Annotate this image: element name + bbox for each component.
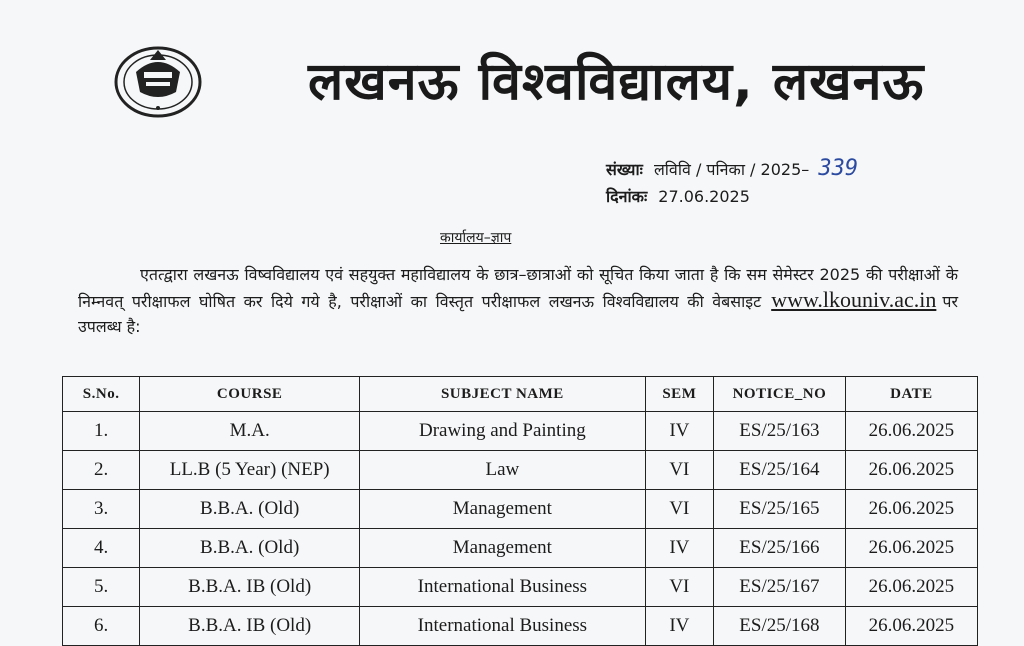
cell-date: 26.06.2025 xyxy=(845,568,977,607)
reference-number-label: संख्याः xyxy=(606,160,643,179)
cell-subject: International Business xyxy=(360,568,646,607)
cell-sem: IV xyxy=(645,529,713,568)
header-sem: SEM xyxy=(645,377,713,412)
header-date: DATE xyxy=(845,377,977,412)
cell-sem: VI xyxy=(645,490,713,529)
header-course: COURSE xyxy=(140,377,360,412)
university-title: लखनऊ विश्वविद्यालय, लखनऊ xyxy=(308,52,925,112)
website-link[interactable]: www.lkouniv.ac.in xyxy=(771,287,937,312)
cell-subject: Drawing and Painting xyxy=(360,412,646,451)
cell-sem: VI xyxy=(645,451,713,490)
cell-course: B.B.A. IB (Old) xyxy=(140,568,360,607)
table-row xyxy=(63,568,978,607)
header-subject: SUBJECT NAME xyxy=(360,377,646,412)
cell-course: B.B.A. IB (Old) xyxy=(140,607,360,646)
table-row xyxy=(63,451,978,490)
header-sno: S.No. xyxy=(63,377,140,412)
notice-text: एतत्द्वारा लखनऊ विष्वविद्यालय एवं सहयुक्त महाविद्यालय के छात्र–छात्राओं को सूचित किया जाता है कि सम सेमेस्टर 2025 की परीक्षाओं के निम्नवत् परीक्षाफल घोषित कर दिये गये है, परीक्षाओं का विस्तृत परीक्षाफल लखनऊ विश्वविद्यालय की वेबसाइट xyxy=(78,265,958,311)
cell-sno: 5. xyxy=(63,568,140,607)
cell-course: M.A. xyxy=(140,412,360,451)
table-row xyxy=(63,607,978,646)
header-notice-no: NOTICE_NO xyxy=(714,377,846,412)
cell-date: 26.06.2025 xyxy=(845,490,977,529)
results-table xyxy=(62,376,978,646)
cell-date: 26.06.2025 xyxy=(845,607,977,646)
cell-subject: Law xyxy=(360,451,646,490)
cell-notice-no: ES/25/167 xyxy=(714,568,846,607)
cell-subject: International Business xyxy=(360,607,646,646)
reference-date-value: 27.06.2025 xyxy=(658,187,750,206)
cell-course: B.B.A. (Old) xyxy=(140,490,360,529)
cell-sno: 4. xyxy=(63,529,140,568)
reference-block xyxy=(606,155,858,210)
reference-number-value: लविवि / पनिका / 2025– xyxy=(653,160,810,179)
cell-sem: VI xyxy=(645,568,713,607)
cell-date: 26.06.2025 xyxy=(845,412,977,451)
cell-sem: IV xyxy=(645,412,713,451)
cell-date: 26.06.2025 xyxy=(845,529,977,568)
notice-paragraph xyxy=(78,262,958,339)
table-row xyxy=(63,529,978,568)
office-memo-heading: कार्यालय–ज्ञाप xyxy=(440,230,512,246)
cell-sno: 3. xyxy=(63,490,140,529)
cell-subject: Management xyxy=(360,529,646,568)
cell-sno: 2. xyxy=(63,451,140,490)
reference-number-row xyxy=(606,155,858,183)
table-header-row xyxy=(63,377,978,412)
cell-course: B.B.A. (Old) xyxy=(140,529,360,568)
table-row xyxy=(63,412,978,451)
notice-text-end: पर उपलब्ध है: xyxy=(78,292,958,336)
reference-date-row xyxy=(606,183,858,210)
cell-sno: 6. xyxy=(63,607,140,646)
table-row xyxy=(63,490,978,529)
cell-date: 26.06.2025 xyxy=(845,451,977,490)
reference-handwritten-number: 339 xyxy=(818,156,859,181)
cell-notice-no: ES/25/164 xyxy=(714,451,846,490)
cell-notice-no: ES/25/163 xyxy=(714,412,846,451)
cell-subject: Management xyxy=(360,490,646,529)
cell-course: LL.B (5 Year) (NEP) xyxy=(140,451,360,490)
cell-notice-no: ES/25/165 xyxy=(714,490,846,529)
reference-date-label: दिनांकः xyxy=(606,187,648,206)
cell-sno: 1. xyxy=(63,412,140,451)
cell-notice-no: ES/25/168 xyxy=(714,607,846,646)
cell-notice-no: ES/25/166 xyxy=(714,529,846,568)
cell-sem: IV xyxy=(645,607,713,646)
university-seal-icon xyxy=(110,42,206,120)
